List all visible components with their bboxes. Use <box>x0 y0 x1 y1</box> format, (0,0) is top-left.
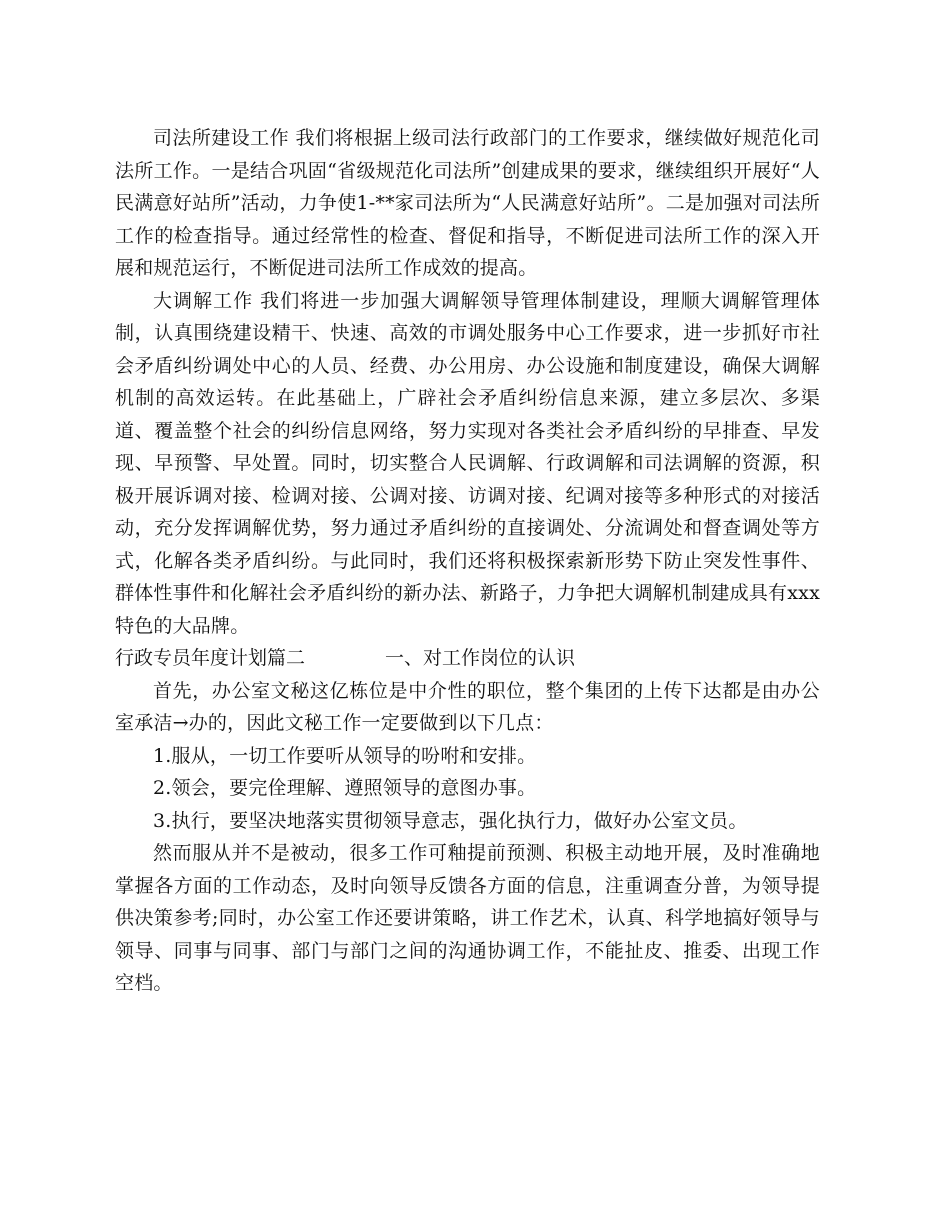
paragraph-intro: 首先，办公室文秘这亿栋位是中介性的职位，整个集团的上传下达都是由办公室承洁→办的，因此文秘工作一定要做到以下几点： <box>115 679 820 734</box>
section-heading <box>115 642 820 675</box>
list-item-2: 2.领会，要完佺理解、遵照领导的意图办事。 <box>153 777 537 799</box>
section-title: 行政专员年度计划篇二 <box>115 647 306 669</box>
paragraph-mediation: 大调解工作 我们将进一步加强大调解领导管理体制建设，理顺大调解管理体制，认真围绕建设精干、快速、高效的市调处服务中心工作要求，进一步抓好市社会矛盾纠纷调处中心的人员、经费、办公用房、办公设施和制度建设，确保大调解机制的高效运转。在此基础上，广辟社会矛盾纠纷信息来源，建立多层次、多渠道、覆盖整个社会的纠纷信息网络，努力实现对各类社会矛盾纠纷的早排查、早发现、早预警、早处置。同时，切实整合人民调解、行政调解和司法调解的资源，积极开展诉调对接、检调对接、公调对接、访调对接、纪调对接等多种形式的对接活动，充分发挥调解优势，努力通过矛盾纠纷的直接调处、分流调处和督查调处等方式，化解各类矛盾纠纷。与此同时，我们还将积极探索新形势下防止突发性事件、群体性事件和化解社会矛盾纠纷的新办法、新路子，力争把大调解机制建成具有xxx特色的大品牌。 <box>115 289 820 637</box>
paragraph-conclusion: 然而服从并不是被动，很多工作可釉提前预测、积极主动地开展，及时准确地掌握各方面的工作动态，及时向领导反馈各方面的信息，注重调查分普，为领导提供决策参考;同时，办公室工作还要讲策略，讲工作艺术，认真、科学地搞好领导与领导、同事与同事、部门与部门之间的沟通协调工作，不能扯皮、推委、出现工作空档。 <box>115 842 820 994</box>
list-item-1: 1.服从，一切工作要听从领导的吩咐和安排。 <box>153 744 537 767</box>
list-item-3: 3.执行，要坚决地落实贯彻领导意志，强化执行力，做好办公室文员。 <box>153 809 748 832</box>
section-subtitle: 一、对工作岗位的认识 <box>385 647 576 669</box>
paragraph-judicial-office: 司法所建设工作 我们将根据上级司法行政部门的工作要求，继续做好规范化司法所工作。一是结合巩固“省级规范化司法所”创建成果的要求，继续组织开展好“人民满意好站所”活动，力争使1-**家司法所为“人民满意好站所”。二是加强对司法所工作的检查指导。通过经常性的检查、督促和指导，不断促进司法所工作的深入开展和规范运行，不断促进司法所工作成效的提高。 <box>115 127 820 279</box>
